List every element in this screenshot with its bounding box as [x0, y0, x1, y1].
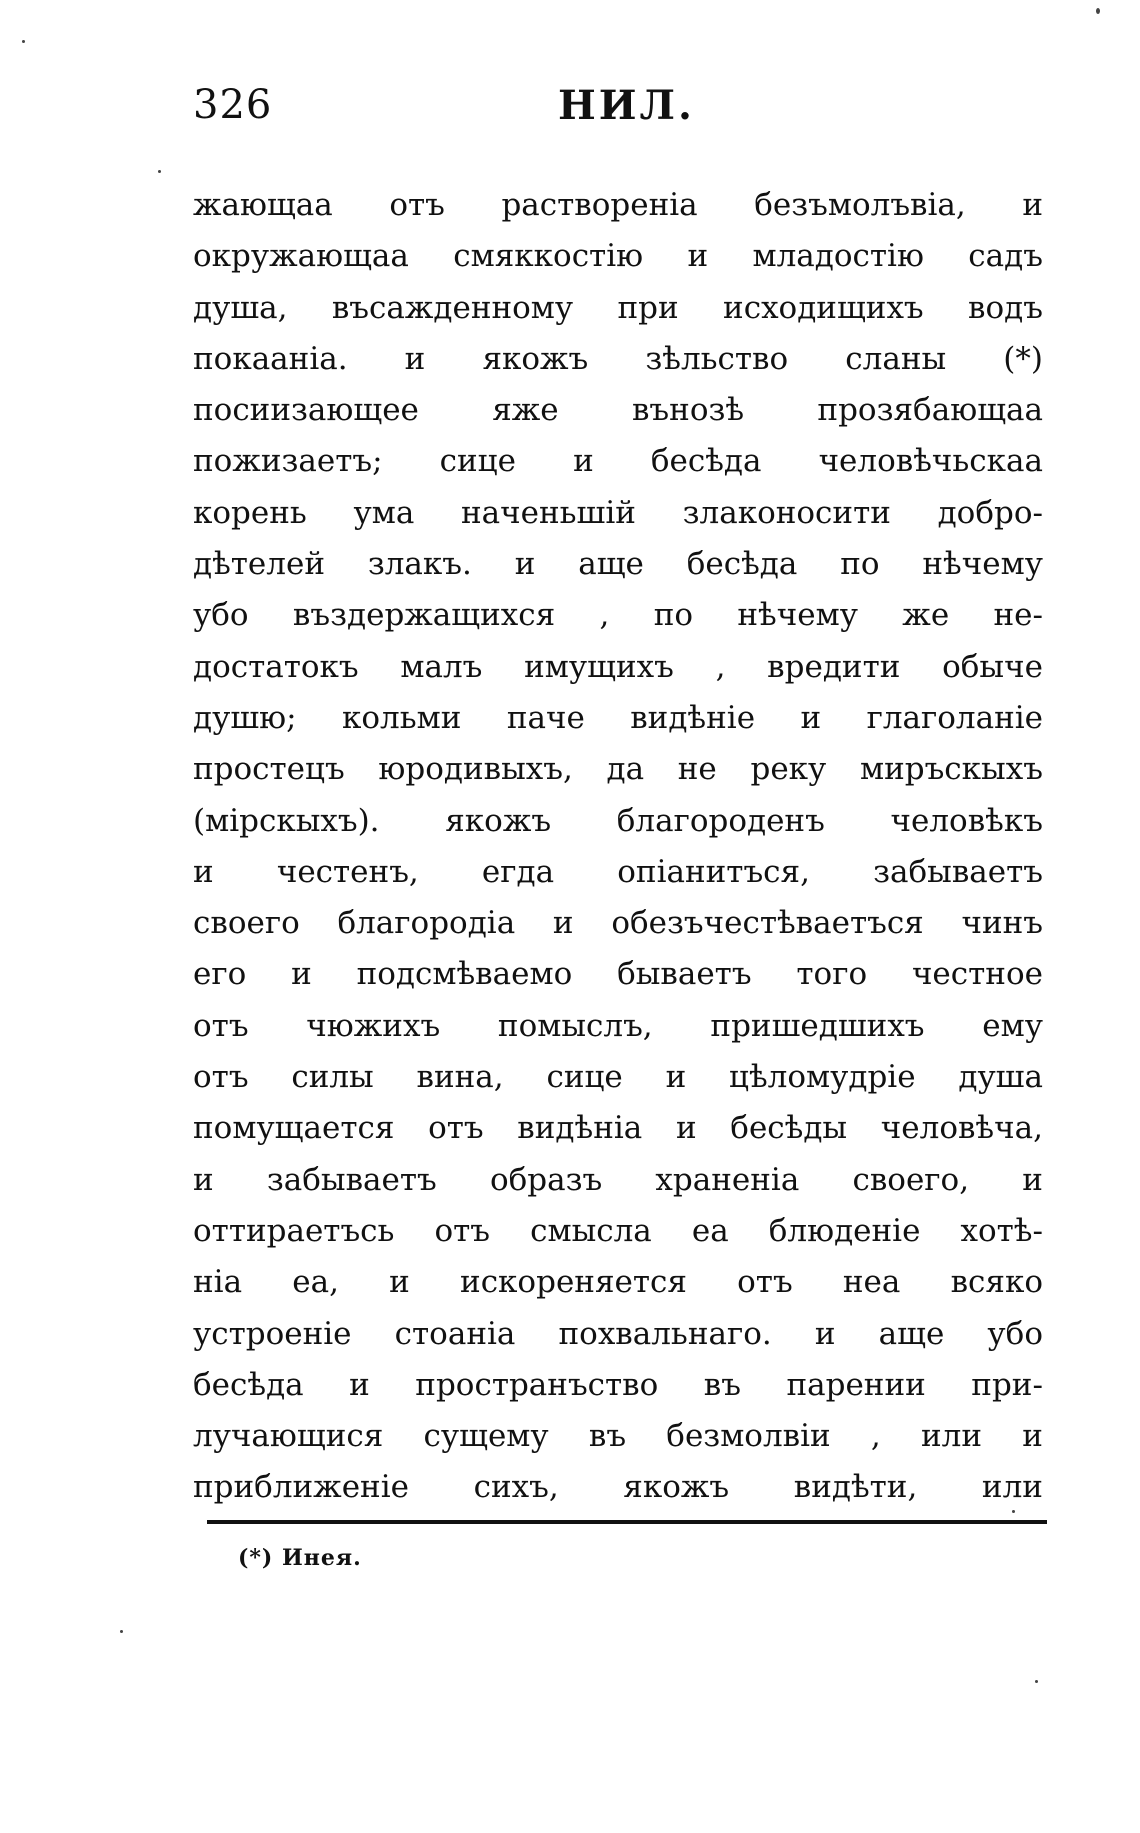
running-head: НИЛ. [558, 82, 695, 129]
print-speck [1096, 8, 1100, 14]
main-text-block [193, 180, 1043, 1514]
text-line: простецъ юродивыхъ, да не реку миръскыхъ [193, 751, 1043, 788]
print-speck [158, 170, 161, 173]
text-line: корень ума наченьшій злаконосити добро- [193, 494, 1043, 531]
text-line: покааніа. и якожъ зѣльство сланы (*) [193, 340, 1043, 377]
text-line: (мірскыхъ). якожъ благороденъ человѣкъ [193, 802, 1043, 839]
text-line: отъ силы вина, сице и цѣломудріе душа [193, 1059, 1043, 1096]
text-line: пожизаетъ; сице и бесѣда человѣчьскаа [193, 443, 1043, 480]
print-speck [22, 40, 25, 43]
text-line: жающаа отъ раствореніа безъмолъвіа, и [193, 187, 1043, 223]
print-speck [1012, 1510, 1015, 1513]
text-line: окружающаа смяккостію и младостію садъ [193, 238, 1043, 275]
text-line: отъ чюжихъ помыслъ, пришедшихъ ему [193, 1007, 1043, 1044]
text-line: достатокъ малъ имущихъ , вредити обыче [193, 648, 1043, 685]
text-line: убо въздержащихся , по нѣчему же не- [193, 597, 1043, 634]
footnote: (*) Инея. [238, 1545, 362, 1571]
print-speck [120, 1630, 123, 1633]
text-line: лучающися сущему въ безмолвіи , или и [193, 1418, 1043, 1455]
text-line: устроеніе стоаніа похвальнаго. и аще убо [193, 1315, 1043, 1352]
text-line: помущается отъ видѣніа и бесѣды человѣча, [193, 1110, 1043, 1147]
text-line: бесѣда и пространъство въ парении при- [193, 1366, 1043, 1403]
text-line: дѣтелей злакъ. и аще бесѣда по нѣчему [193, 546, 1043, 583]
text-line: своего благородіа и обезъчестѣваетъся чинъ [193, 905, 1043, 942]
print-speck [1035, 1680, 1038, 1683]
text-line: душю; кольми паче видѣніе и глаголаніе [193, 699, 1043, 736]
text-line: душа, въсажденному при исходищихъ водъ [193, 289, 1043, 326]
text-line: и забываетъ образъ храненіа своего, и [193, 1161, 1043, 1198]
page-header [193, 82, 1043, 142]
text-line: посиизающее яже вънозѣ прозябающаа [193, 392, 1043, 429]
text-line: и честенъ, егда опіанитъся, забываетъ [193, 853, 1043, 890]
text-line: оттираетъсь отъ смысла еа блюденіе хотѣ- [193, 1212, 1043, 1249]
text-line: ніа еа, и искореняется отъ неа всяко [193, 1264, 1043, 1301]
footnote-divider [207, 1520, 1047, 1524]
text-line: его и подсмѣваемо бываетъ того честное [193, 956, 1043, 993]
text-line: приближеніе сихъ, якожъ видѣти, или [193, 1469, 1043, 1506]
page-number: 326 [193, 82, 273, 128]
